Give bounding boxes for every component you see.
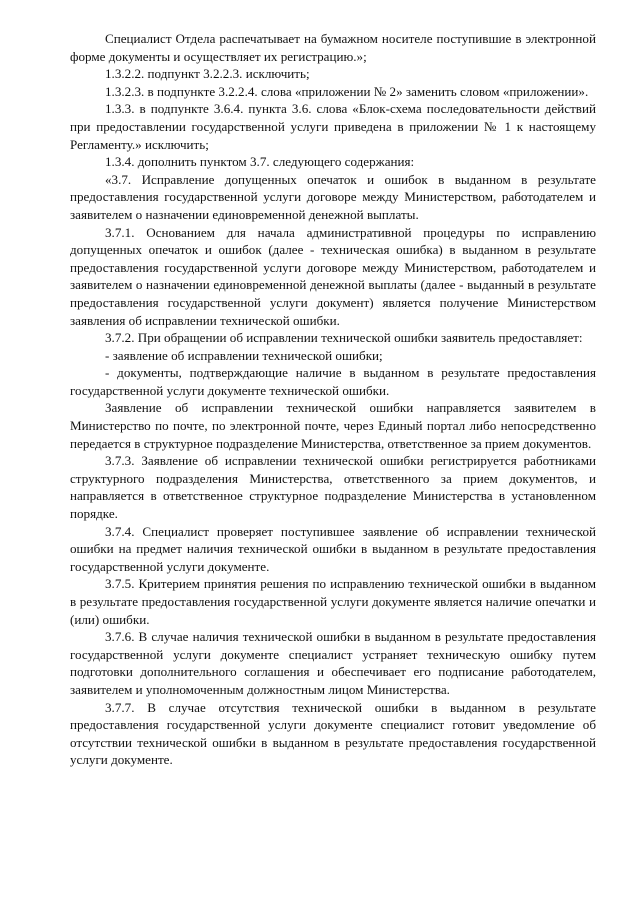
paragraph-1-3-2-3: 1.3.2.3. в подпункте 3.2.2.4. слова «приложении № 2» заменить словом «приложении». [105,83,589,99]
paragraph-3-7-1: 3.7.1. Основанием для начала административной процедуры по исправлению допущенных опечаток и ошибок (далее - техническая ошибка) в выданном в результате предоставления государственной услуги договоре между Министерством, работодателем и заявителем о назначении единовременной денежной выплаты (далее - выданный в результате предоставления государственной услуги документ) является получение Министерством заявления об исправлении технической ошибки. [70,224,596,328]
paragraph-3-7-5: 3.7.5. Критерием принятия решения по исправлению технической ошибки в выданном в результате предоставления государственной услуги документе является наличие опечатки и (или) ошибки. [70,576,596,627]
list-item-documents: - документы, подтверждающие наличие в выданном в результате предоставления государственной услуги документе технической ошибки. [70,365,596,398]
paragraph-3-7-6: 3.7.6. В случае наличия технической ошибки в выданном в результате предоставления государственной услуги документе специалист устраняет техническую ошибку путем подготовки дополнительного соглашения и обеспечивает его подписание работодателем, заявителем и уполномоченным должностным лицом Министерства. [70,629,596,697]
paragraph-1-3-4: 1.3.4. дополнить пунктом 3.7. следующего содержания: [105,154,415,170]
paragraph-1-3-2-2: 1.3.2.2. подпункт 3.2.2.3. исключить; [105,66,310,82]
paragraph-1-3-3: 1.3.3. в подпункте 3.6.4. пункта 3.6. слова «Блок-схема последовательности действий при предоставлении государственной услуги приведена в приложении № 1 к настоящему Регламенту.» исключить; [70,101,596,152]
paragraph-3-7-2: 3.7.2. При обращении об исправлении технической ошибки заявитель предоставляет: [105,330,583,346]
paragraph-application-submission: Заявление об исправлении технической ошибки направляется заявителем в Министерство по почте, по электронной почте, через Единый портал либо непосредственно передается в структурное подразделение Министерства, ответственное за прием документов. [70,400,596,451]
paragraph-3-7-3: 3.7.3. Заявление об исправлении технической ошибки регистрируется работниками структурного подразделения Министерства, ответственного за прием документов, и направляется в ответственное структурное подразделение Министерства в установленном порядке. [70,453,596,522]
paragraph-3-7-7: 3.7.7. В случае отсутствия технической ошибки в выданном в результате предоставления государственной услуги документе специалист готовит уведомление об отсутствии технической ошибки в выданном в результате предоставления государственной услуги документе. [70,699,596,768]
paragraph-3-7: «3.7. Исправление допущенных опечаток и ошибок в выданном в результате предоставления государственной услуги договоре между Министерством, работодателем и заявителем о назначении единовременной денежной выплаты. [70,171,596,222]
paragraph-3-7-4: 3.7.4. Специалист проверяет поступившее заявление об исправлении технической ошибки на предмет наличия технической ошибки в выданном в результате предоставления государственной услуги документе. [70,523,596,574]
paragraph-registration-end: Специалист Отдела распечатывает на бумажном носителе поступившие в электронной форме документы и осуществляет их регистрацию.»; [70,31,596,64]
list-item-application: - заявление об исправлении технической ошибки; [105,347,383,363]
